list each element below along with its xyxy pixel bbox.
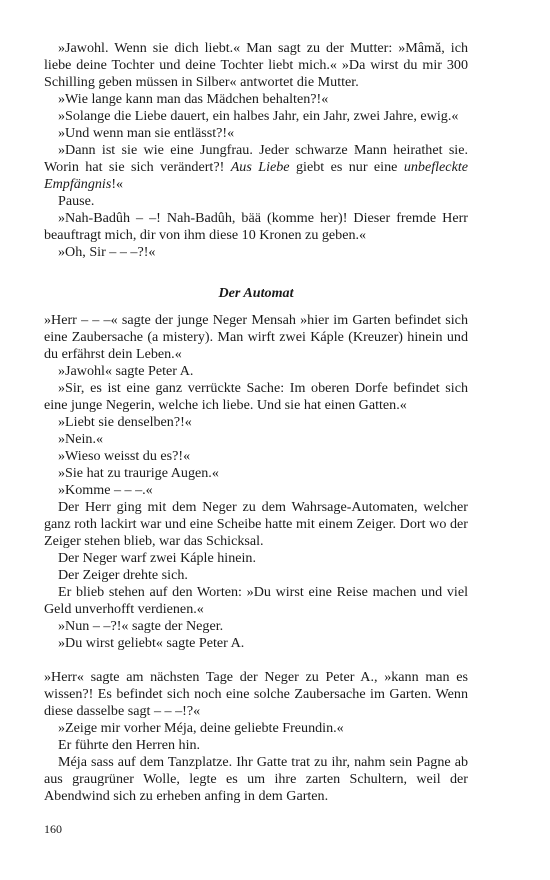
paragraph: Er führte den Herren hin. bbox=[58, 737, 201, 753]
paragraph bbox=[44, 142, 468, 193]
paragraph: »Sie hat zu traurige Augen.« bbox=[58, 465, 219, 481]
paragraph: Pause. bbox=[58, 193, 95, 209]
paragraph: Er blieb stehen auf den Worten: »Du wirst eine Reise machen und viel Geld unverhofft verdienen.« bbox=[44, 584, 468, 617]
paragraph: »Komme – – –.« bbox=[58, 482, 153, 498]
text-block-next-day bbox=[44, 669, 468, 805]
paragraph: »Herr« sagte am nächsten Tage der Neger zu Peter A., »kann man es wissen?! Es befindet sich noch eine solche Zaubersache im Garten. Wenn diese dasselbe sagt – – –!?« bbox=[44, 669, 468, 719]
paragraph: »Nein.« bbox=[58, 431, 104, 447]
paragraph: Der Neger warf zwei Káple hinein. bbox=[58, 550, 257, 566]
paragraph: »Jawohl« sagte Peter A. bbox=[58, 363, 194, 379]
paragraph: »Wie lange kann man das Mädchen behalten?!« bbox=[58, 91, 329, 107]
paragraph: »Liebt sie denselben?!« bbox=[58, 414, 192, 430]
paragraph: »Jawohl. Wenn sie dich liebt.« Man sagt zu der Mutter: »Mâmă, ich liebe deine Tochter und deine Tochter liebt mich.« »Da wirst du mir 300 Schilling geben müssen in Silber« antwortet die Mutter. bbox=[44, 40, 468, 90]
spacer bbox=[44, 652, 468, 669]
paragraph: »Sir, es ist eine ganz verrückte Sache: Im oberen Dorfe befindet sich eine junge Negerin, welche ich liebe. Und sie hat einen Gatten.« bbox=[44, 380, 468, 413]
paragraph: Der Herr ging mit dem Neger zu dem Wahrsage-Automaten, welcher ganz roth lackirt war und eine Scheibe hatte mit einem Zeiger. Dort wo der Zeiger stehen blieb, war das Schicksal. bbox=[44, 499, 468, 549]
paragraph: Méja sass auf dem Tanzplatze. Ihr Gatte trat zu ihr, nahm sein Pagne ab aus graugrüner Wolle, legte es um ihre zarten Schultern, weil der Abendwind sich zu erheben anfing in dem Garten. bbox=[44, 754, 468, 804]
paragraph: »Nun – –?!« sagte der Neger. bbox=[58, 618, 224, 634]
text-run: »Dann ist sie wie eine Jungfrau. Jeder schwarze Mann heirathet sie. Worin hat sie sich verändert?! bbox=[44, 142, 468, 175]
section-title: Der Automat bbox=[218, 285, 294, 301]
text-block-automat bbox=[44, 312, 468, 652]
paragraph: »Oh, Sir – – –?!« bbox=[58, 244, 156, 260]
spacer bbox=[44, 302, 468, 312]
text-run: !« bbox=[111, 176, 124, 192]
paragraph: Der Zeiger drehte sich. bbox=[58, 567, 188, 583]
text-run: giebt es nur eine bbox=[289, 159, 404, 175]
spacer bbox=[44, 261, 468, 285]
paragraph: »Du wirst geliebt« sagte Peter A. bbox=[58, 635, 245, 651]
emphasis-text: Aus Liebe bbox=[230, 159, 290, 175]
paragraph: »Solange die Liebe dauert, ein halbes Jahr, ein Jahr, zwei Jahre, ewig.« bbox=[58, 108, 459, 124]
emphasis-text: unbefleckte Empfängnis bbox=[44, 159, 468, 192]
page-number: 160 bbox=[44, 822, 62, 836]
paragraph: »Nah-Badûh – –! Nah-Badûh, bää (komme her)! Dieser fremde Herr beauftragt mich, dir von ihm diese 10 Kronen zu geben.« bbox=[44, 210, 468, 243]
paragraph: »Zeige mir vorher Méja, deine geliebte Freundin.« bbox=[58, 720, 344, 736]
paragraph: »Herr – – –« sagte der junge Neger Mensah »hier im Garten befindet sich eine Zaubersache (a mistery). Man wirft zwei Káple (Kreuzer) hinein und du erfährst dein Leben.« bbox=[44, 312, 468, 362]
paragraph: »Wieso weisst du es?!« bbox=[58, 448, 191, 464]
text-block-intro bbox=[44, 40, 468, 261]
paragraph: »Und wenn man sie entlässt?!« bbox=[58, 125, 235, 141]
